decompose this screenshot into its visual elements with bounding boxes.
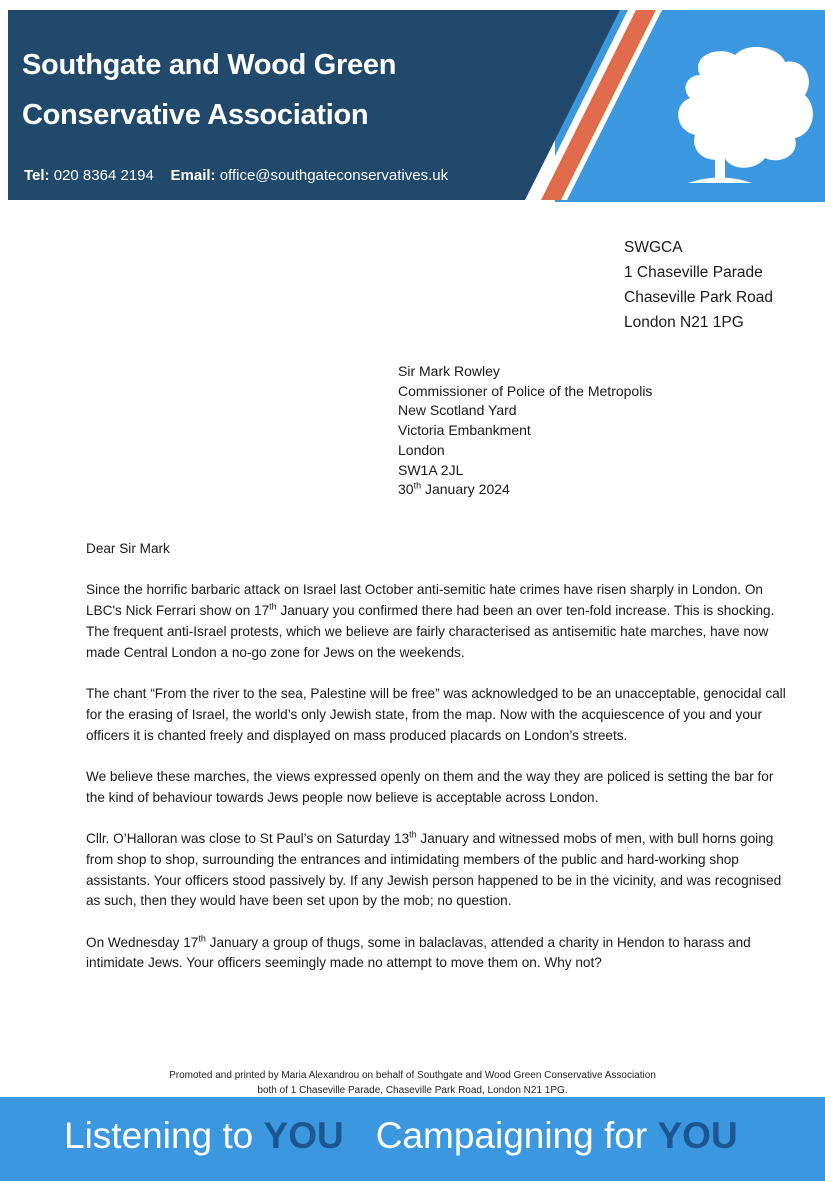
tel-label: Tel:	[24, 167, 50, 184]
email: office@southgateconservatives.uk	[219, 167, 449, 184]
letter-date: 30th January 2024	[398, 480, 510, 497]
contact-line	[24, 167, 448, 184]
org-name-line-1: Southgate and Wood Green	[22, 49, 397, 81]
salutation: Dear Sir Mark	[86, 541, 170, 556]
imprint	[0, 1068, 825, 1098]
paragraph: We believe these marches, the views expressed openly on them and the way they are policed is setting the bar for the kind of behaviour towards Jews people now believe is acceptable across London.	[86, 768, 774, 805]
address-line: SWGCA	[624, 239, 683, 256]
footer-banner	[0, 1097, 825, 1181]
paragraph: On Wednesday 17th January a group of thugs, some in balaclavas, attended a charity in Hendon to harass and intimidate Jews. Your officers seemingly made no attempt to move them on. Why not?	[86, 933, 751, 971]
imprint-line: both of 1 Chaseville Parade, Chaseville Park Road, London N21 1PG.	[257, 1085, 568, 1096]
paragraph: Cllr. O’Halloran was close to St Paul’s on Saturday 13th January and witnessed mobs of men, with bull horns going from shop to shop, surrounding the entrances and intimidating members of the public and hard-working shop assistants. Your officers stood passively by. If any Jewish person happened to be in the vicinity, and was recognised as such, then they would have been set upon by the mob; no question.	[86, 829, 782, 909]
recipient-line: New Scotland Yard	[398, 402, 517, 419]
address-line: Chaseville Park Road	[624, 289, 774, 306]
imprint-line: Promoted and printed by Maria Alexandrou on behalf of Southgate and Wood Green Conservative Association	[169, 1070, 656, 1081]
recipient-line: London	[398, 441, 445, 458]
org-name-line-2: Conservative Association	[22, 99, 369, 131]
sender-address	[624, 235, 773, 335]
recipient-line: Sir Mark Rowley	[398, 363, 500, 379]
address-line: London N21 1PG	[624, 314, 744, 331]
recipient-address	[398, 362, 652, 480]
recipient-line: Victoria Embankment	[398, 422, 531, 439]
paragraph: Since the horrific barbaric attack on Israel last October anti-semitic hate crimes have risen sharply in London. On LBC's Nick Ferrari show on 17th January you confirmed there had been an over ten-fold increase. This is shocking. The frequent anti-Israel protests, which we believe are fairly characterised as antisemitic hate marches, have now made Central London a no-go zone for Jews on the weekends.	[86, 582, 775, 660]
letter-body	[86, 539, 786, 995]
address-line: 1 Chaseville Parade	[624, 264, 763, 281]
recipient-line: Commissioner of Police of the Metropolis	[398, 382, 653, 399]
email-label: Email:	[170, 167, 216, 184]
letterhead	[0, 0, 825, 210]
recipient-line: SW1A 2JL	[398, 461, 464, 478]
paragraph: The chant “From the river to the sea, Palestine will be free” was acknowledged to be an unacceptable, genocidal call for the erasing of Israel, the world’s only Jewish state, from the map. Now with the acquiescence of you and your officers it is chanted freely and displayed on mass produced placards on London’s streets.	[86, 685, 786, 743]
slogan: Listening to YOU Campaigning for YOU	[64, 1115, 738, 1156]
telephone: 020 8364 2194	[53, 167, 154, 184]
organization-name	[22, 40, 396, 140]
